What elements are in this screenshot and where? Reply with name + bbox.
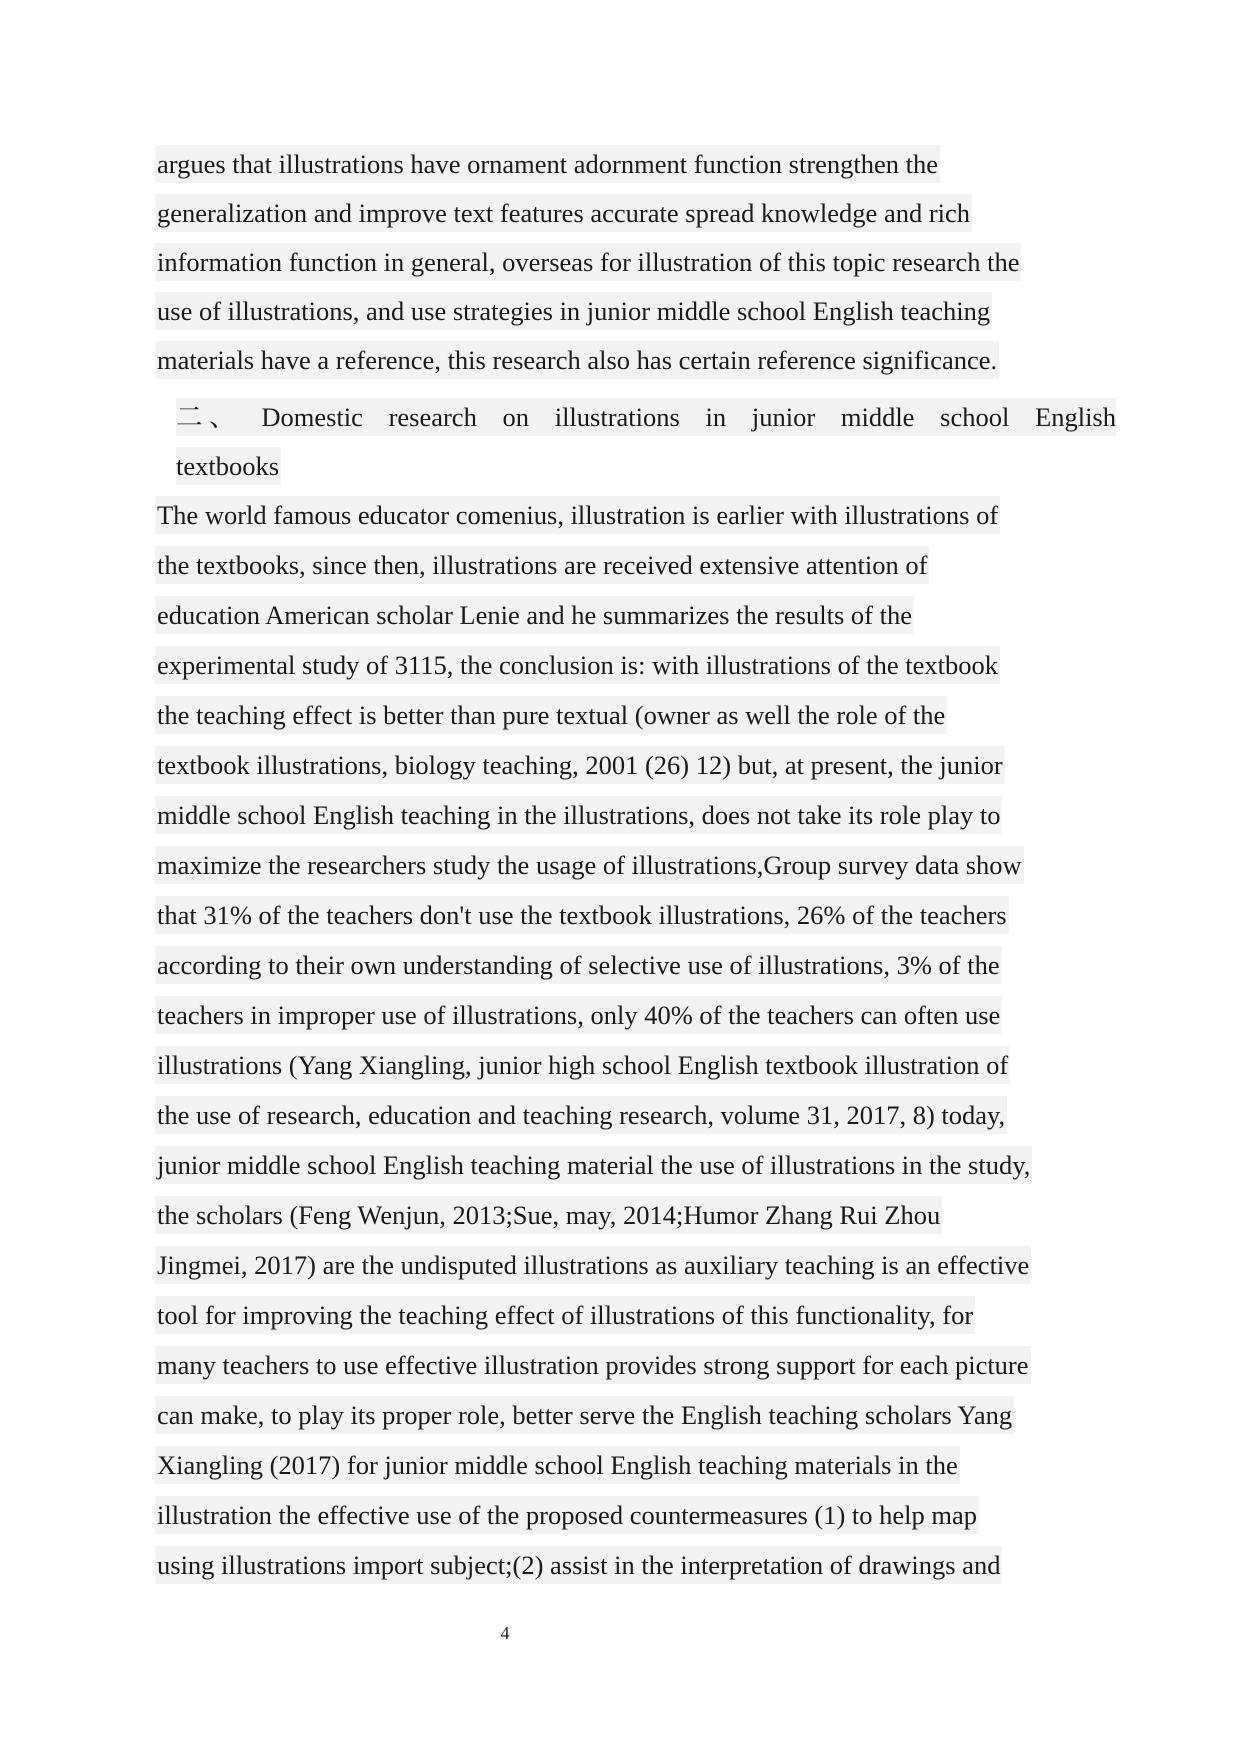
heading-word: in (705, 402, 727, 432)
heading-word: illustrations (554, 402, 680, 432)
section-heading (176, 398, 1116, 436)
heading-word: on (502, 402, 530, 432)
text-line: experimental study of 3115, the conclusion is: with illustrations of the textbook (155, 646, 1000, 684)
text-line: The world famous educator comenius, illustration is earlier with illustrations of (155, 496, 1000, 534)
heading-word: Domestic (261, 402, 363, 432)
text-line: education American scholar Lenie and he summarizes the results of the (155, 596, 914, 634)
heading-word: school (940, 402, 1010, 432)
heading-word: junior (751, 402, 816, 432)
text-line: Jingmei, 2017) are the undisputed illustrations as auxiliary teaching is an effective (155, 1246, 1031, 1284)
heading-word: English (1035, 402, 1116, 432)
section-heading-continuation: textbooks (176, 447, 281, 485)
page-number: 4 (500, 1623, 510, 1643)
text-line: illustrations (Yang Xiangling, junior high school English textbook illustration of (155, 1046, 1010, 1084)
text-line: the scholars (Feng Wenjun, 2013;Sue, may, 2014;Humor Zhang Rui Zhou (155, 1196, 942, 1234)
heading-number: 二 、 (176, 402, 236, 432)
text-line: the use of research, education and teaching research, volume 31, 2017, 8) today, (155, 1096, 1007, 1134)
text-line: use of illustrations, and use strategies in junior middle school English teaching (155, 292, 992, 330)
text-line: argues that illustrations have ornament adornment function strengthen the (155, 145, 940, 183)
heading-word: middle (840, 402, 915, 432)
text-line: generalization and improve text features accurate spread knowledge and rich (155, 194, 972, 232)
text-line: according to their own understanding of selective use of illustrations, 3% of the (155, 946, 1002, 984)
text-line: middle school English teaching in the illustrations, does not take its role play to (155, 796, 1002, 834)
text-line: Xiangling (2017) for junior middle school English teaching materials in the (155, 1446, 960, 1484)
text-line: tool for improving the teaching effect of illustrations of this functionality, for (155, 1296, 975, 1334)
text-line: junior middle school English teaching material the use of illustrations in the study, (155, 1146, 1032, 1184)
text-line: that 31% of the teachers don't use the textbook illustrations, 26% of the teachers (155, 896, 1009, 934)
text-line: the teaching effect is better than pure textual (owner as well the role of the (155, 696, 947, 734)
text-line: information function in general, overseas for illustration of this topic research the (155, 243, 1021, 281)
text-line: teachers in improper use of illustrations, only 40% of the teachers can often use (155, 996, 1002, 1034)
text-line: using illustrations import subject;(2) assist in the interpretation of drawings and (155, 1546, 1002, 1584)
text-line: illustration the effective use of the proposed countermeasures (1) to help map (155, 1496, 979, 1534)
text-line: maximize the researchers study the usage of illustrations,Group survey data show (155, 846, 1024, 884)
text-line: can make, to play its proper role, better serve the English teaching scholars Yang (155, 1396, 1014, 1434)
text-line: many teachers to use effective illustration provides strong support for each picture (155, 1346, 1031, 1384)
text-line: textbook illustrations, biology teaching, 2001 (26) 12) but, at present, the junior (155, 746, 1005, 784)
heading-word: research (388, 402, 477, 432)
text-line: the textbooks, since then, illustrations are received extensive attention of (155, 546, 929, 584)
text-line: materials have a reference, this research also has certain reference significance. (155, 341, 999, 379)
